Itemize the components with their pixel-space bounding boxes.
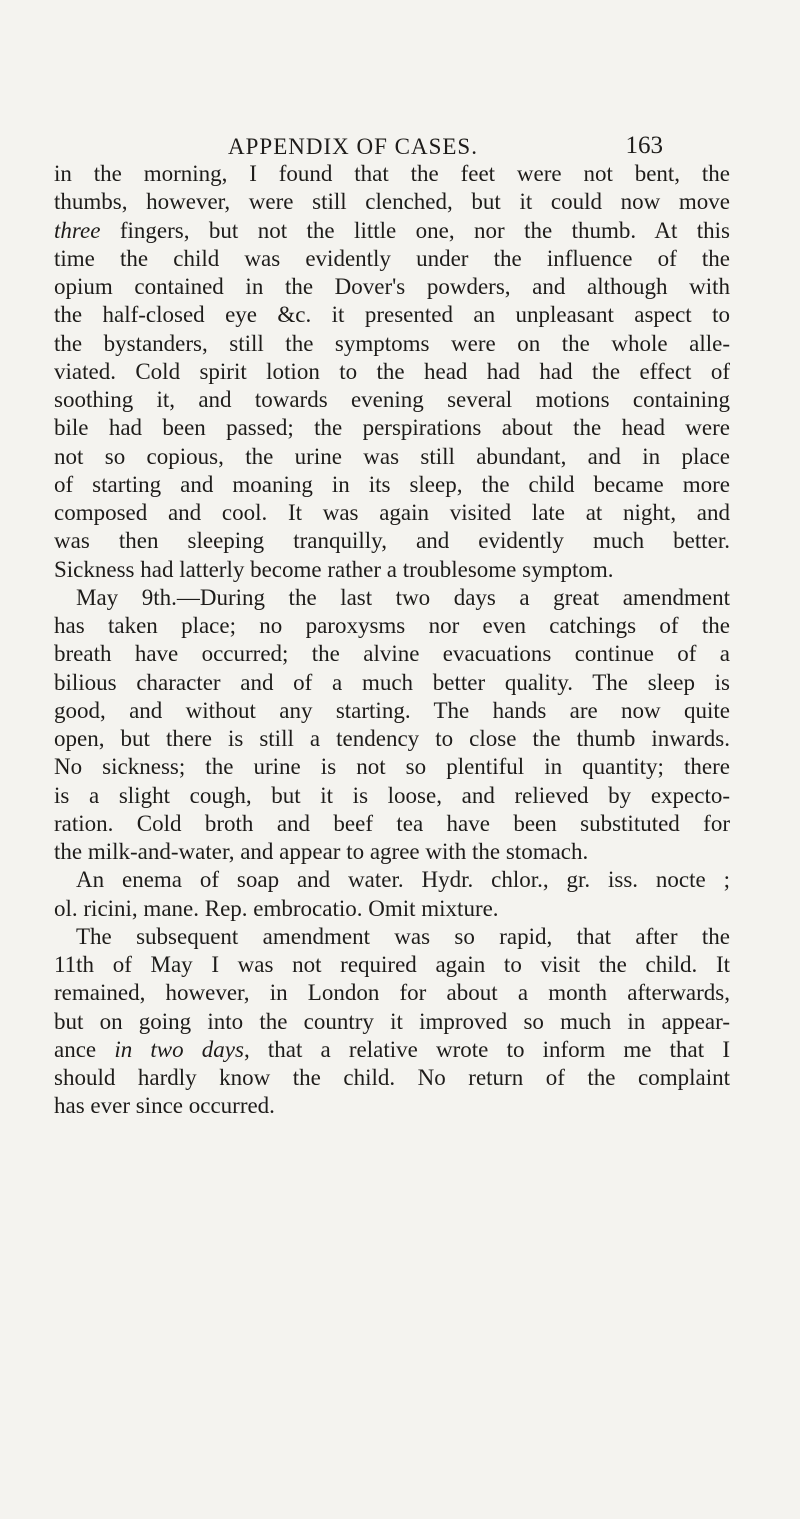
text-line: viated. Cold spirit lotion to the head had had the effect of [54,358,730,384]
text-line: time the child was evidently under the influence of the [54,245,730,271]
text-line: the milk-and-water, and appear to agree with the stomach. [54,839,589,864]
text-line: remained, however, in London for about a month afterwards, [54,980,730,1006]
text-line: ance in two days, that a relative wrote to inform me that I [54,1036,730,1062]
text-line: is a slight cough, but it is loose, and relieved by expecto- [54,782,730,808]
text-line: of starting and moaning in its sleep, the child became more [54,471,730,497]
italic-text: in two days [114,1036,244,1062]
running-title: APPENDIX OF CASES. [228,134,478,159]
text-line: not so copious, the urine was still abundant, and in place [54,443,730,469]
text-line: soothing it, and towards evening several motions containing [54,387,730,412]
text-line: open, but there is still a tendency to close the thumb inwards. [54,726,730,751]
text-line: Sickness had latterly become rather a troublesome symptom. [54,556,614,582]
text-line: breath have occurred; the alvine evacuations continue of a [54,641,730,667]
text-line: An enema of soap and water. Hydr. chlor., gr. iss. nocte ; [76,867,730,893]
text-line: should hardly know the child. No return of the complaint [54,1065,730,1090]
text-line: bilious character and of a much better quality. The sleep is [54,669,730,695]
text-line: the bystanders, still the symptoms were on the whole alle- [54,330,730,356]
text-line: 11th of May I was not required again to visit the child. It [54,952,730,977]
text-line: was then sleeping tranquilly, and evidently much better. [54,528,730,554]
text-line: ration. Cold broth and beef tea have been substituted for [54,810,730,836]
text-line: May 9th.—During the last two days a great amendment [76,584,730,610]
text-line: The subsequent amendment was so rapid, that after the [76,923,730,949]
text-line: ol. ricini, mane. Rep. embrocatio. Omit mixture. [54,895,499,921]
text-line: opium contained in the Dover's powders, and although with [54,274,730,299]
text-line: has taken place; no paroxysms nor even catchings of the [54,613,730,638]
text-line: but on going into the country it improved so much in appear- [54,1008,730,1034]
text-line: in the morning, I found that the feet were not bent, the [54,161,730,186]
page-number: 163 [625,132,663,159]
text-line: three fingers, but not the little one, nor the thumb. At this [54,217,730,243]
text-line: the half-closed eye &c. it presented an unpleasant aspect to [54,302,730,328]
text-line: good, and without any starting. The hands are now quite [54,697,730,723]
body-text [54,160,730,1121]
text-line: composed and cool. It was again visited late at night, and [54,500,730,525]
italic-text: three [54,217,101,243]
text-line: No sickness; the urine is not so plentiful in quantity; there [54,754,730,780]
text-line: thumbs, however, were still clenched, but it could now move [54,189,730,215]
text-line: bile had been passed; the perspirations about the head were [54,415,730,441]
text-line: has ever since occurred. [54,1093,275,1119]
